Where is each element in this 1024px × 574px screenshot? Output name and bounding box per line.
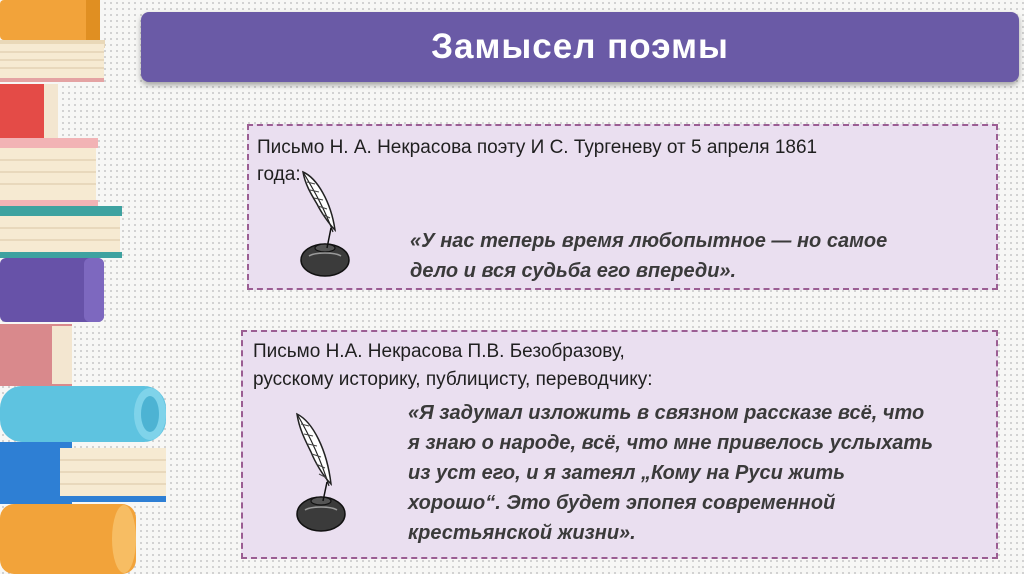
quote-line2: я знаю о народе, всё, что мне привелось услыхать	[408, 432, 934, 454]
book-teal	[0, 206, 122, 216]
title-bar	[141, 12, 1019, 82]
book-red	[0, 84, 44, 140]
quote-line4: хорошо“. Это будет эпопея современной	[408, 492, 836, 514]
quote-line3: из уст его, и я затеял „Кому на Руси жить	[408, 462, 845, 484]
letter-header-line1: Письмо Н. А. Некрасова поэту И С. Тургеневу от 5 апреля 1861	[257, 137, 818, 158]
page-title: Замысел поэмы	[431, 27, 729, 66]
quote-line5: крестьянской жизни».	[408, 522, 636, 544]
book-cream	[0, 44, 104, 82]
quote-line1: «Я задумал изложить в связном рассказе всё, что	[408, 402, 925, 424]
quill-inkwell-icon	[291, 410, 353, 534]
letter-box-turgenev	[247, 124, 998, 290]
quote-line2: дело и вся судьба его впереди».	[410, 260, 737, 282]
quill-inkwell-icon	[295, 168, 357, 278]
quote-line1: «У нас теперь время любопытное — но самое	[410, 230, 888, 252]
book-cream-2	[0, 148, 96, 204]
book-stack-icon	[0, 0, 175, 574]
book-orange-top	[0, 0, 98, 40]
letter-header-line2: русскому историку, публицисту, переводчику:	[253, 369, 653, 390]
letter-header-line1: Письмо Н.А. Некрасова П.В. Безобразову,	[253, 341, 625, 362]
letter-box-bezobrazov	[241, 330, 998, 559]
letter-header-line2: года:	[257, 164, 301, 185]
